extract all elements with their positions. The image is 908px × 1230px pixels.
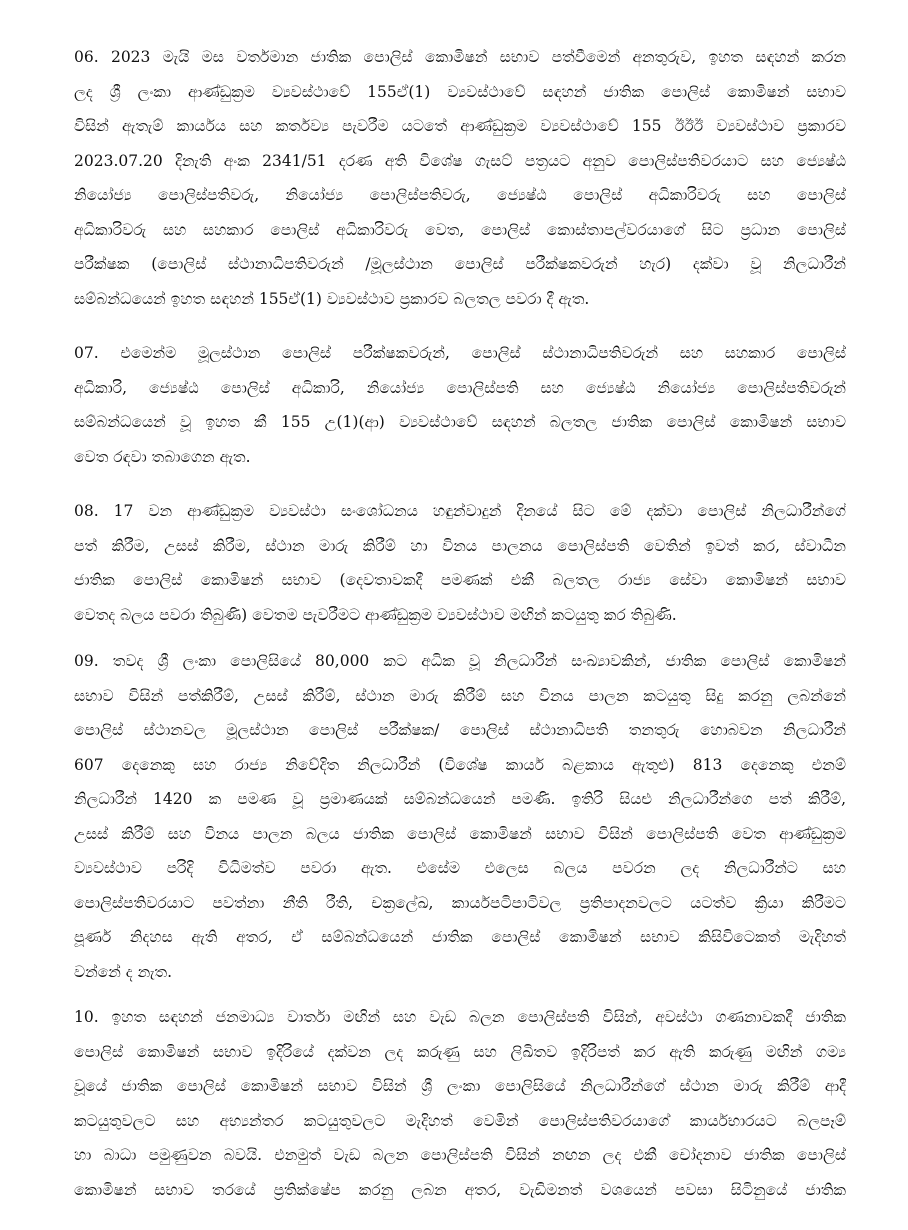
paragraph-line: 2023.07.20 දිනැති අංක 2341/51 දරණ අති විශේෂ ගැසට් පත්‍රයට අනුව පොලිස්පතිවරයාට සහ ජ්‍යෙෂ්ඨ [74,151,846,170]
paragraph-line: උසස් කිරීම් සහ විනය පාලන බලය ජාතික පොලිස් කොමිෂන් සභාව විසින් පොලිස්පති වෙත ආණ්ඩුක්‍රම [74,824,846,843]
paragraph-line: වූයේ ජාතික පොලිස් කොමිෂන් සභාව විසින් ශ්‍රී ලංකා පොලිසියේ නිලධාරීන්ගේ ස්ථාන මාරු කිරීම් ආදී [74,1077,846,1095]
paragraph-line: වන්නේ ද නැත. [74,962,173,981]
paragraph-line: පත් කිරීම, උසස් කිරීම, ස්ථාන මාරු කිරීම් හා විනය පාලනය පොලිස්පති වෙතින් ඉවත් කර, ස්වාධීන [74,536,846,555]
paragraph-line: අධිකාරි, ජ්‍යෙෂ්ඨ පොලිස් අධිකාරි, නියෝජ්‍ය පොලිස්පති සහ ජ්‍යෙෂ්ඨ නියෝජ්‍ය පොලිස්පතිවරුන් [74,378,846,397]
paragraph-line: 09. තවද ශ්‍රී ලංකා පොලිසියේ 80,000 කට අධික වූ නිලධාරීන් සංඛ්‍යාවකින්, ජාතික පොලිස් කොමිෂන් [74,652,846,670]
paragraph-line: නියෝජ්‍ය පොලිස්පතිවරු, නියෝජ්‍ය පොලිස්පතිවරු, ජ්‍යෙෂ්ඨ පොලිස් අධිකාරිවරු සහ පොලිස් [74,186,846,204]
paragraph-line: වෙත රඳවා තබාගෙන ඇත. [74,447,251,466]
paragraph-line: හා බාධා පමුණුවන බවයි. එනමුත් වැඩ බලන පොලිස්පති විසින් නඟන ලද එකී චෝදනාව ජාතික පොලිස් [74,1146,846,1164]
paragraph-line: විසින් ඇතැම් කාර්යය සහ කර්තව්‍ය පැවරීම යටතේ ආණ්ඩුක්‍රම ව්‍යවස්ථාවේ 155 ඊඊඊ ව්‍යවස්ථාව ප්‍රකාරව [74,117,846,135]
paragraph-line: අධිකාරිවරු සහ සහකාර පොලිස් අධිකාරිවරු වෙත, පොලිස් කොස්තාපල්වරයාගේ සිට ප්‍රධාන පොලිස් [74,220,846,239]
paragraph-line: 06. 2023 මැයි මස වර්තමාන ජාතික පොලිස් කොමිෂන් සභාව පත්වීමෙන් අනතුරුව, ඉහත සඳහන් කරන [74,48,846,66]
paragraph-line: කොමිෂන් සභාව තරයේ ප්‍රතික්ෂේප කරනු ලබන අතර, වැඩිමනත් වශයෙන් පවසා සිටිනුයේ ජාතික [74,1180,846,1199]
paragraph-line: සභාව විසින් පත්කිරීම්, උසස් කිරීම්, ස්ථාන මාරු කිරීම් සහ විනය පාලන කටයුතු සිදු කරනු ලබන්නේ [74,686,846,705]
paragraph-line: 607 දෙනෙකු සහ රාජ්‍ය නිවේදිත නිලධාරීන් (විශේෂ කාර්ය බළකාය ඇතුළු) 813 දෙනෙකු එනම් [74,755,846,774]
paragraph-line: ලද ශ්‍රී ලංකා ආණ්ඩුක්‍රම ව්‍යවස්ථාවේ 155ඒ(1) ව්‍යවස්ථාවේ සඳහන් ජාතික පොලිස් කොමිෂන් සභාව [74,82,846,101]
paragraph-09 [74,644,846,989]
paragraph-line: කටයුතුවලට සහ අභ්‍යන්තර කටයුතුවලට මැදිහත් වෙමින් පොලිස්පතිවරයාගේ කාර්යභාරයට බලපෑම් [74,1111,846,1130]
paragraph-line: නිලධාරීන් 1420 ක පමණ වූ ප්‍රමාණයක් සම්බන්ධයෙන් පමණි. ඉතිරි සියළු නිලධාරීන්ගෙ පත් කිරීම්, [74,790,846,808]
paragraph-line: පොලිස්පතිවරයාට පවත්නා නීති රීති, චක්‍රලේඛ, කාර්යපටිපාටිවල ප්‍රතිපාදනවලට යටත්ව ක්‍රියා කිරීමට [74,893,846,912]
paragraph-08 [74,494,846,632]
paragraph-line: 08. 17 වන ආණ්ඩුක්‍රම ව්‍යවස්ථා සංශෝධනය හඳුන්වාදුන් දිනයේ සිට මේ දක්වා පොලිස් නිලධාරීන්ගේ [74,502,846,520]
paragraph-line: ව්‍යවස්ථාව පරිදි විධිමත්ව පවරා ඇත. එසේම එලෙස බලය පවරන ලද නිලධාරීන්ට සහ [74,859,846,877]
paragraph-line: සම්බන්ධයෙන් ඉහත සඳහන් 155ඒ(1) ව්‍යවස්ථාව ප්‍රකාරව බලතල පවරා දී ඇත. [74,289,590,308]
paragraph-line: පොලිස් ස්ථානවල මූලස්ථාන පොලිස් පරීක්ෂක/ පොලිස් ස්ථානාධිපති තනතුරු හොබවන නිලධාරීන් [74,721,846,739]
paragraph-line: පරීක්ෂක (පොලිස් ස්ථානාධිපතිවරුන් /මූලස්ථාන පොලිස් පරීක්ෂකවරුන් හැර) දක්වා වූ නිලධාරීන් [74,255,846,273]
paragraph-10 [74,1000,846,1207]
paragraph-line: වෙතද බලය පවරා තිබුණි) වෙතම පැවරීමට ආණ්ඩුක්‍රම ව්‍යවස්ථාව මඟින් කටයුතු කර තිබුණි. [74,605,677,624]
paragraph-07 [74,336,846,474]
paragraph-line: 07. එමෙන්ම මූලස්ථාන පොලිස් පරීක්ෂකවරුන්, පොලිස් ස්ථානාධිපතිවරුන් සහ සහකාර පොලිස් [74,344,846,362]
paragraph-line: ජාතික පොලිස් කොමිෂන් සභාව (දෙවතාවකදී පමණක් එකී බලතල රාජ්‍ය සේවා කොමිෂන් සභාව [74,571,846,589]
paragraph-06 [74,40,846,316]
paragraph-line: 10. ඉහත සඳහන් ජනමාධ්‍ය වාර්තා මඟින් සහ වැඩ බලන පොලිස්පති විසින්, අවස්ථා ගණනාවකදී ජාතික [74,1008,846,1026]
paragraph-line: පොලිස් කොමිෂන් සභාව ඉදිරියේ දක්වන ලද කරුණු සහ ලිඛිතව ඉදිරිපත් කර ඇති කරුණු මඟින් ගම්‍ය [74,1042,846,1061]
paragraph-line: සම්බන්ධයෙන් වූ ඉහත කී 155 උ(1)(ආ) ව්‍යවස්ථාවේ සඳහන් බලතල ජාතික පොලිස් කොමිෂන් සභාව [74,413,846,431]
paragraph-line: පූර්ණ නිදහස ඇති අතර, ඒ සම්බන්ධයෙන් ජාතික පොලිස් කොමිෂන් සභාව කිසිවිටෙකත් මැදිහත් [74,928,846,946]
